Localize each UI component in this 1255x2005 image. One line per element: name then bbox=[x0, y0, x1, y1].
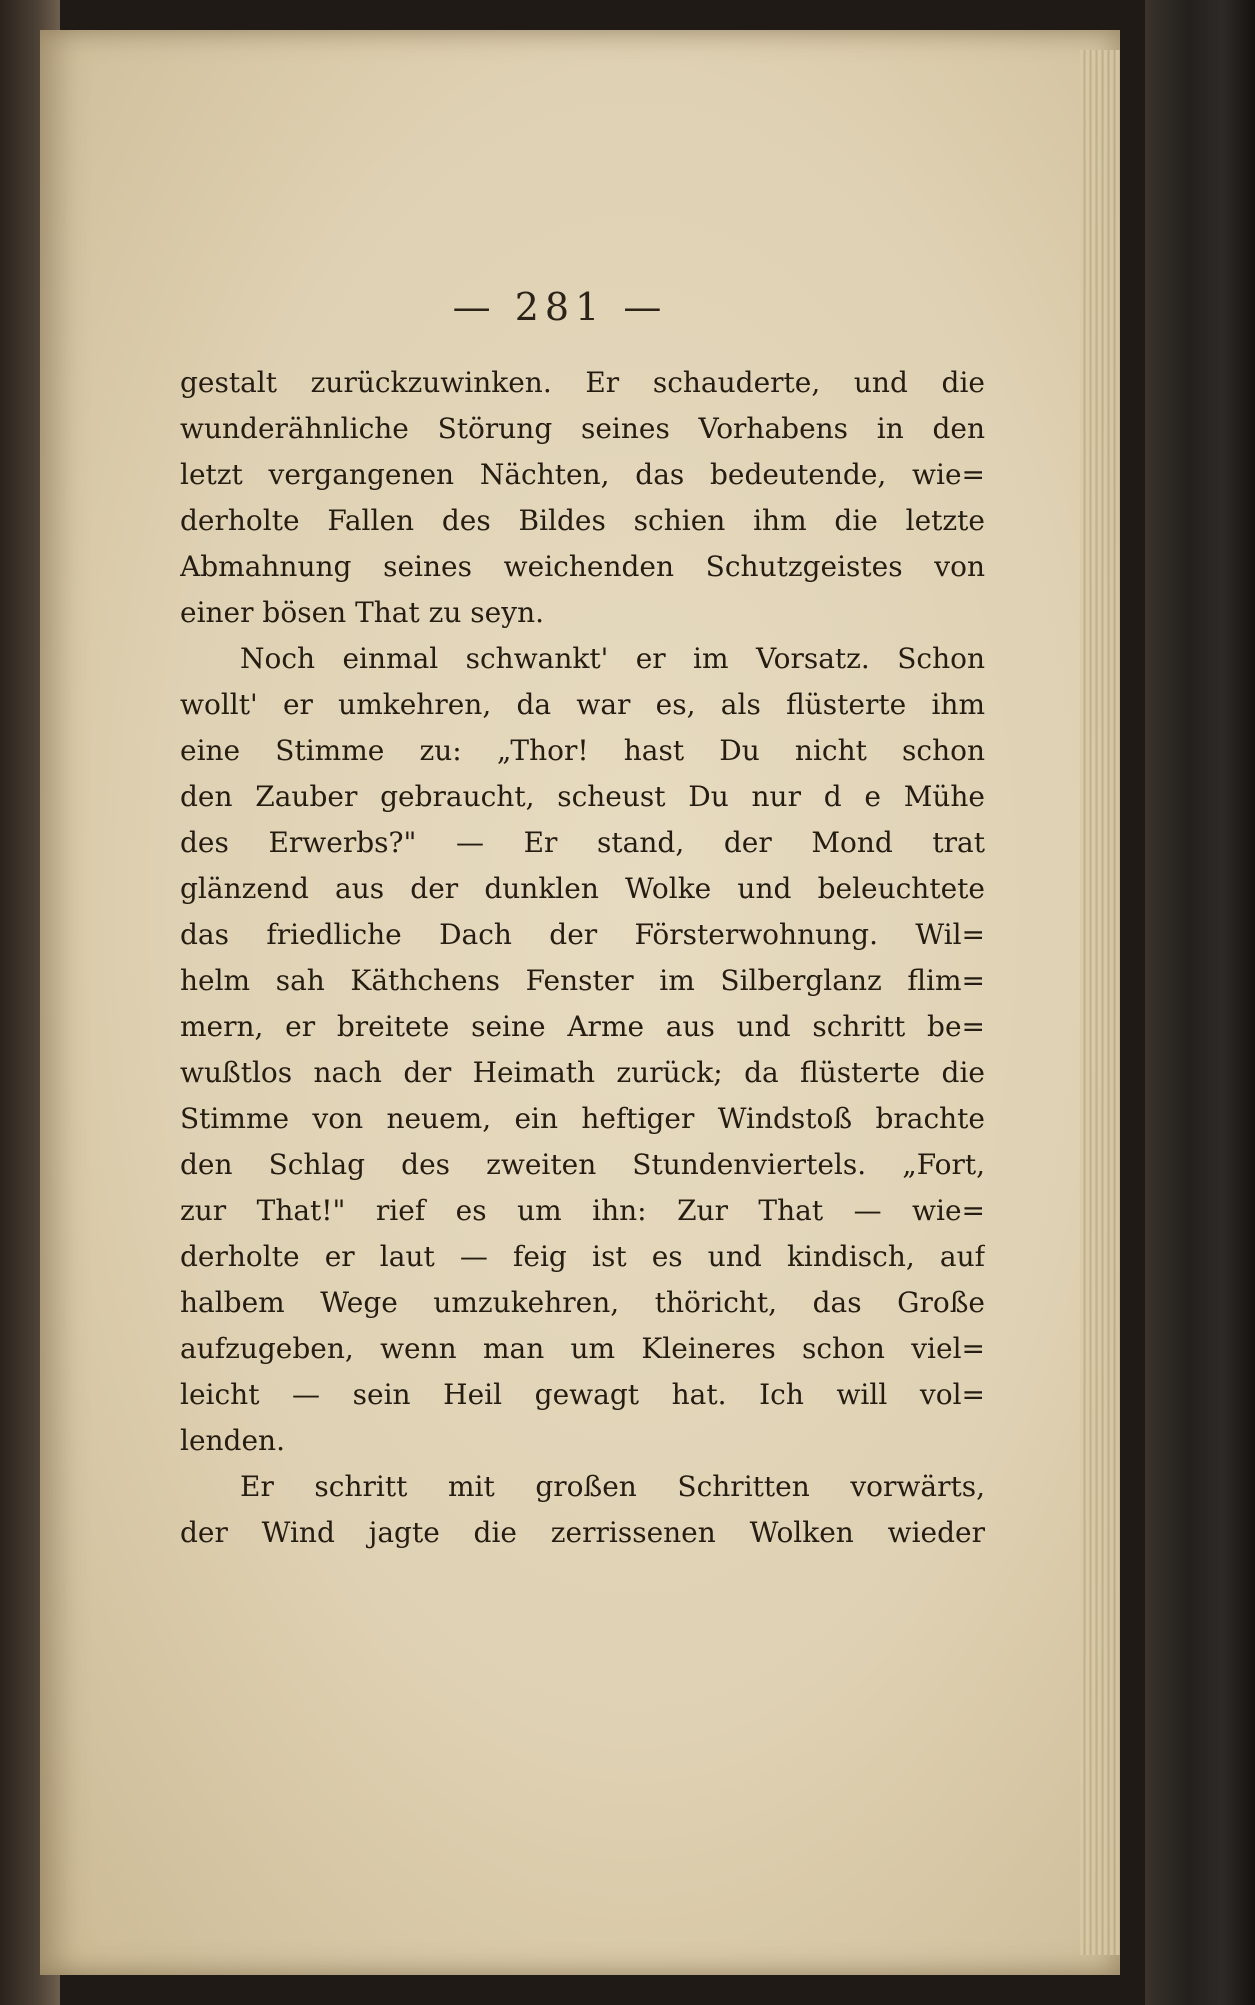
book-page bbox=[40, 30, 1120, 1975]
text-line: zur That!" rief es um ihn: Zur That — wie= bbox=[180, 1194, 985, 1227]
text-line: eine Stimme zu: „Thor! hast Du nicht schon bbox=[180, 734, 985, 767]
text-line: Er schritt mit großen Schritten vorwärts, bbox=[240, 1470, 985, 1503]
text-line: leicht — sein Heil gewagt hat. Ich will vol= bbox=[180, 1378, 985, 1411]
text-line: des Erwerbs?" — Er stand, der Mond trat bbox=[180, 826, 985, 859]
book-cover-right bbox=[1145, 0, 1255, 2005]
text-line: den Schlag des zweiten Stundenviertels. „Fort, bbox=[180, 1148, 985, 1181]
text-line: der Wind jagte die zerrissenen Wolken wieder bbox=[180, 1516, 985, 1549]
text-line: gestalt zurückzuwinken. Er schauderte, und die bbox=[180, 366, 985, 399]
text-line: wunderähnliche Störung seines Vorhabens in den bbox=[180, 412, 985, 445]
text-line: mern, er breitete seine Arme aus und schritt be= bbox=[180, 1010, 985, 1043]
text-line: Stimme von neuem, ein heftiger Windstoß brachte bbox=[180, 1102, 985, 1135]
text-line: das friedliche Dach der Försterwohnung. Wil= bbox=[180, 918, 985, 951]
page-number: — 281 — bbox=[452, 285, 668, 329]
text-line: einer bösen That zu seyn. bbox=[180, 596, 544, 629]
text-line: aufzugeben, wenn man um Kleineres schon viel= bbox=[180, 1332, 985, 1365]
text-line: lenden. bbox=[180, 1424, 285, 1457]
page-text bbox=[180, 360, 985, 1556]
text-line: wußtlos nach der Heimath zurück; da flüsterte die bbox=[180, 1056, 985, 1089]
text-line: wollt' er umkehren, da war es, als flüsterte ihm bbox=[180, 688, 985, 721]
text-line: glänzend aus der dunklen Wolke und beleuchtete bbox=[180, 872, 985, 905]
text-line: derholte Fallen des Bildes schien ihm die letzte bbox=[180, 504, 985, 537]
text-line: halbem Wege umzukehren, thöricht, das Große bbox=[180, 1286, 985, 1319]
text-line: letzt vergangenen Nächten, das bedeutende, wie= bbox=[180, 458, 985, 491]
text-line: Noch einmal schwankt' er im Vorsatz. Schon bbox=[240, 642, 985, 675]
text-line: den Zauber gebraucht, scheust Du nur d e Mühe bbox=[180, 780, 985, 813]
text-line: Abmahnung seines weichenden Schutzgeistes von bbox=[180, 550, 985, 583]
text-line: derholte er laut — feig ist es und kindisch, auf bbox=[180, 1240, 985, 1273]
page-edges bbox=[1080, 50, 1120, 1955]
text-line: helm sah Käthchens Fenster im Silberglanz flim= bbox=[180, 964, 985, 997]
